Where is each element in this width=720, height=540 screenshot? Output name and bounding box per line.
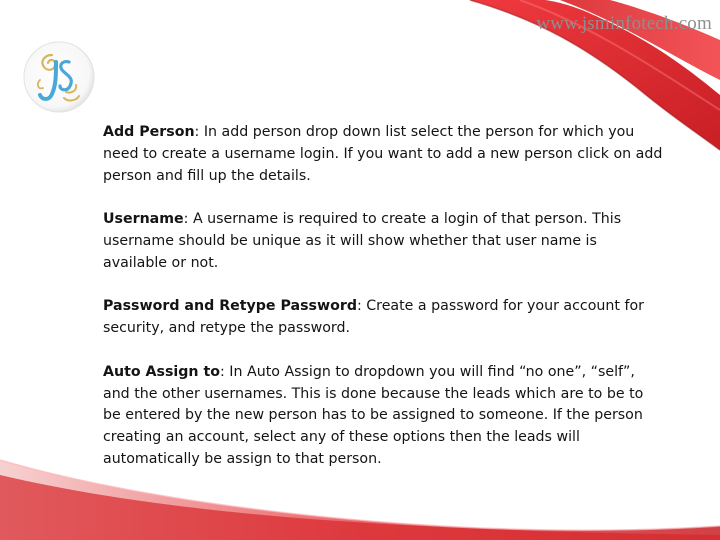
website-url: www.jsminfotech.com	[536, 13, 712, 34]
term-add-person: Add Person	[103, 124, 195, 140]
term-username: Username	[103, 211, 184, 228]
paragraph-auto-assign	[103, 362, 663, 471]
paragraph-add-person	[103, 122, 663, 187]
term-password: Password and Retype Password	[103, 298, 357, 315]
instructions-content	[103, 122, 663, 493]
paragraph-username	[103, 209, 663, 274]
js-monogram-logo-icon	[22, 40, 96, 114]
term-auto-assign: Auto Assign to	[103, 363, 221, 380]
desc-password: : Create a password for your account for security, and retype the password.	[103, 298, 644, 337]
desc-auto-assign: : In Auto Assign to dropdown you will find “no one”, “self”, and the other usernames. This is done because the leads which are to be to be entered by the new person has to be assigned to someone. If the person creating an account, select any of these options then the leads will automatically be assign to that person.	[103, 363, 644, 467]
paragraph-password	[103, 296, 663, 340]
desc-add-person: : In add person drop down list select the person for which you need to create a username login. If you want to add a new person click on add person and fill up the details.	[103, 124, 663, 184]
desc-username: : A username is required to create a login of that person. This username should be unique as it will show whether that user name is available or not.	[103, 211, 622, 271]
